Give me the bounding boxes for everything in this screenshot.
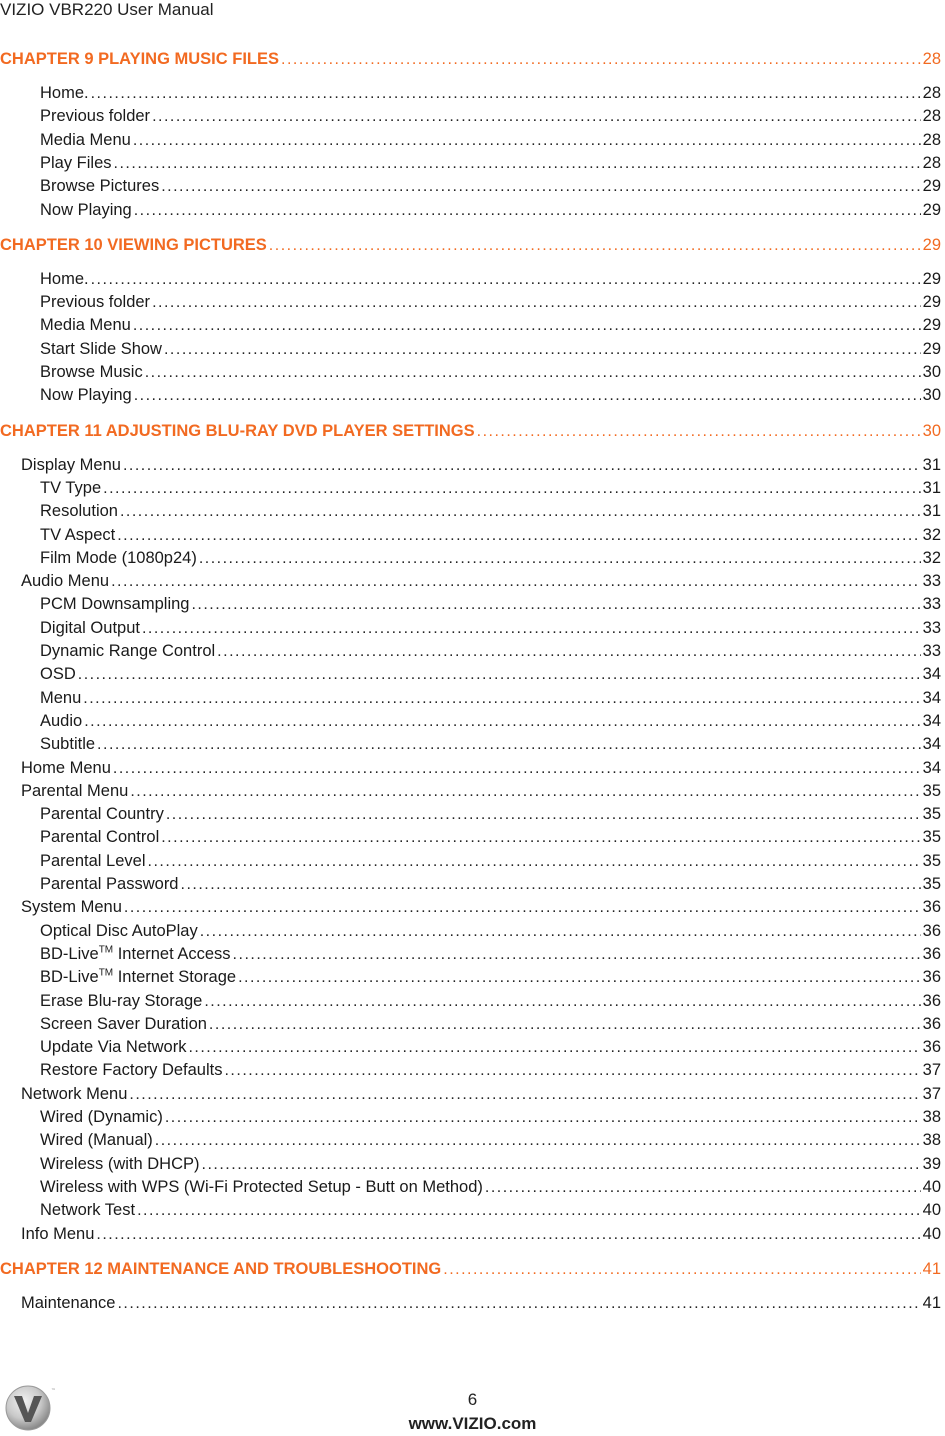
toc-entry-label: Parental Password bbox=[40, 875, 179, 893]
toc-leader-dots bbox=[485, 1177, 921, 1199]
toc-leader-dots bbox=[134, 200, 921, 222]
toc-page-number: 34 bbox=[922, 758, 941, 777]
toc-leader-dots bbox=[113, 758, 921, 780]
toc-page-number: 36 bbox=[922, 1014, 941, 1033]
toc-leader-dots bbox=[134, 385, 921, 407]
toc-leader-dots bbox=[124, 897, 921, 919]
toc-entry-label: Menu bbox=[40, 688, 82, 707]
toc-entry-label: Wireless with WPS (Wi-Fi Protected Setup - Butt on Method) bbox=[40, 1177, 483, 1196]
toc-page-number: 32 bbox=[922, 525, 941, 544]
toc-page-number: 30 bbox=[922, 363, 941, 381]
toc-entry-label: Maintenance bbox=[21, 1293, 116, 1312]
toc-page-number: 36 bbox=[922, 898, 941, 917]
toc-page-number: 28 bbox=[922, 153, 941, 172]
toc-entry-label: Home. bbox=[40, 269, 89, 288]
toc-leader-dots bbox=[238, 967, 921, 989]
toc-page-number: 29 bbox=[922, 316, 941, 335]
toc-entry[interactable] bbox=[40, 687, 941, 710]
toc-page-number: 37 bbox=[922, 1061, 941, 1080]
toc-entry-label: BD-Live™ Internet Storage bbox=[40, 967, 237, 987]
page-number: 6 bbox=[467, 1390, 478, 1409]
toc-entry-label: Parental Country bbox=[40, 805, 164, 824]
toc-entry[interactable] bbox=[21, 1083, 941, 1106]
toc-entry-label: Parental Menu bbox=[21, 781, 129, 800]
toc-leader-dots bbox=[204, 991, 920, 1013]
toc-entry-label: TV Type bbox=[40, 478, 102, 497]
toc-leader-dots bbox=[164, 339, 921, 361]
toc-entry-label: Restore Factory Defaults bbox=[40, 1061, 223, 1080]
toc-entry-label: Audio bbox=[40, 711, 83, 730]
toc-entry-label: Now Playing bbox=[40, 200, 132, 219]
toc-entry-label: System Menu bbox=[21, 898, 122, 917]
toc-entry[interactable] bbox=[40, 873, 941, 896]
toc-page-number: 30 bbox=[922, 386, 941, 405]
toc-leader-dots bbox=[148, 851, 921, 873]
toc-entry[interactable] bbox=[40, 361, 941, 384]
toc-entry[interactable] bbox=[40, 733, 941, 756]
toc-leader-dots bbox=[133, 130, 921, 152]
toc-page-number: 33 bbox=[922, 595, 941, 614]
toc-leader-dots bbox=[117, 1293, 920, 1315]
toc-page-number: 35 bbox=[922, 851, 941, 870]
toc-leader-dots bbox=[233, 944, 921, 966]
toc-entry-label: Update Via Network bbox=[40, 1038, 187, 1057]
toc-page-number: 34 bbox=[922, 688, 941, 707]
toc-entry-label: Display Menu bbox=[21, 455, 121, 474]
toc-entry[interactable] bbox=[40, 617, 941, 640]
toc-page-number: 28 bbox=[922, 107, 941, 126]
toc-entry[interactable] bbox=[40, 152, 941, 175]
toc-entry-label: Screen Saver Duration bbox=[40, 1014, 207, 1033]
toc-page-number: 37 bbox=[922, 1084, 941, 1103]
toc-page-number: 40 bbox=[922, 1224, 941, 1243]
toc-entry-label: Film Mode (1080p24) bbox=[40, 548, 197, 567]
toc-entry-label: Home Menu bbox=[21, 758, 111, 777]
toc-page-number: 29 bbox=[922, 293, 941, 312]
toc-leader-dots bbox=[155, 1130, 921, 1152]
toc-entry[interactable] bbox=[21, 454, 941, 477]
toc-leader-dots bbox=[142, 618, 921, 640]
toc-entry-label: Subtitle bbox=[40, 735, 96, 754]
toc-entry[interactable] bbox=[40, 524, 941, 547]
toc-page-number: 29 bbox=[922, 269, 941, 288]
toc-leader-dots bbox=[181, 874, 921, 896]
toc-page-number: 33 bbox=[922, 572, 941, 591]
toc-page-number: 36 bbox=[922, 1038, 941, 1057]
toc-leader-dots bbox=[281, 49, 921, 71]
toc-leader-dots bbox=[91, 83, 921, 105]
toc-page-number: 39 bbox=[922, 1154, 941, 1173]
toc-entry[interactable] bbox=[21, 1292, 941, 1315]
toc-chapter-entry[interactable] bbox=[0, 48, 941, 71]
toc-leader-dots bbox=[91, 269, 921, 291]
toc-page-number: 29 bbox=[922, 339, 941, 358]
toc-entry-label: Home. bbox=[40, 84, 89, 102]
toc-page-number: 34 bbox=[922, 711, 941, 730]
toc-entry[interactable] bbox=[21, 780, 941, 803]
toc-leader-dots bbox=[84, 711, 920, 733]
toc-entry-label: Start Slide Show bbox=[40, 339, 162, 358]
toc-page-number: 29 bbox=[922, 177, 941, 196]
toc-chapter-entry[interactable] bbox=[0, 234, 941, 257]
toc-leader-dots bbox=[165, 1107, 921, 1129]
toc-leader-dots bbox=[123, 455, 921, 477]
toc-entry-label: Info Menu bbox=[21, 1224, 95, 1243]
toc-leader-dots bbox=[200, 921, 921, 943]
toc-page-number: 34 bbox=[922, 735, 941, 754]
toc-entry-label: CHAPTER 12 MAINTENANCE AND TROUBLESHOOTING bbox=[0, 1259, 442, 1278]
toc-entry-label: Optical Disc AutoPlay bbox=[40, 921, 198, 940]
toc-entry-label: Resolution bbox=[40, 502, 118, 521]
toc-entry-label: Network Menu bbox=[21, 1084, 128, 1103]
toc-page-number: 34 bbox=[922, 665, 941, 684]
toc-page-number: 35 bbox=[922, 781, 941, 800]
toc-entry[interactable] bbox=[40, 1106, 941, 1129]
toc-page-number: 29 bbox=[922, 200, 941, 219]
svg-text:™: ™ bbox=[51, 1388, 56, 1394]
toc-entry[interactable] bbox=[21, 570, 941, 593]
toc-entry[interactable] bbox=[40, 1013, 941, 1036]
toc-page-number: 40 bbox=[922, 1177, 941, 1196]
toc-entry-label: Browse Music bbox=[40, 363, 143, 381]
toc-leader-dots bbox=[477, 421, 921, 443]
toc-leader-dots bbox=[97, 734, 921, 756]
toc-page-number: 38 bbox=[922, 1131, 941, 1150]
toc-page-number: 35 bbox=[922, 828, 941, 847]
toc-entry[interactable] bbox=[40, 82, 941, 105]
toc-entry-label: Browse Pictures bbox=[40, 177, 160, 196]
toc-page-number: 41 bbox=[922, 1293, 941, 1312]
toc-leader-dots bbox=[152, 292, 921, 314]
toc-entry[interactable] bbox=[40, 314, 941, 337]
toc-page-number: 35 bbox=[922, 805, 941, 824]
toc-entry[interactable] bbox=[40, 966, 941, 989]
toc-leader-dots bbox=[224, 1060, 920, 1082]
toc-entry-label: Previous folder bbox=[40, 293, 151, 312]
toc-entry[interactable] bbox=[40, 547, 941, 570]
toc-page-number: 29 bbox=[922, 235, 941, 254]
toc-entry-label: Play Files bbox=[40, 153, 112, 172]
toc-page-number: 30 bbox=[922, 421, 941, 440]
toc-leader-dots bbox=[161, 827, 920, 849]
toc-entry[interactable] bbox=[40, 593, 941, 616]
toc-entry[interactable] bbox=[40, 1059, 941, 1082]
toc-page-number: 32 bbox=[922, 548, 941, 567]
toc-entry[interactable] bbox=[21, 757, 941, 780]
toc-leader-dots bbox=[83, 688, 920, 710]
toc-entry-label: Wireless (with DHCP) bbox=[40, 1154, 200, 1173]
toc-entry-label: Media Menu bbox=[40, 316, 131, 335]
toc-page-number: 31 bbox=[922, 478, 941, 497]
toc-entry-label: CHAPTER 10 VIEWING PICTURES bbox=[0, 235, 267, 254]
toc-chapter-entry[interactable] bbox=[0, 1258, 941, 1281]
toc-entry-label: OSD bbox=[40, 665, 76, 684]
toc-leader-dots bbox=[188, 1037, 920, 1059]
toc-entry[interactable] bbox=[40, 920, 941, 943]
toc-entry[interactable] bbox=[40, 1176, 941, 1199]
toc-leader-dots bbox=[217, 641, 920, 663]
toc-entry-label: PCM Downsampling bbox=[40, 595, 190, 614]
toc-entry[interactable] bbox=[40, 1036, 941, 1059]
toc-entry-label: Wired (Manual) bbox=[40, 1131, 153, 1150]
toc-page-number: 35 bbox=[922, 875, 941, 893]
toc-entry[interactable] bbox=[40, 129, 941, 152]
toc-entry[interactable] bbox=[40, 268, 941, 291]
toc-leader-dots bbox=[96, 1224, 920, 1246]
toc-entry-label: Digital Output bbox=[40, 618, 140, 637]
toc-page-number: 36 bbox=[922, 944, 941, 963]
toc-entry-label: Network Test bbox=[40, 1201, 136, 1220]
toc-page-number: 33 bbox=[922, 618, 941, 637]
toc-leader-dots bbox=[111, 571, 921, 593]
toc-entry[interactable] bbox=[40, 826, 941, 849]
toc-page-number: 41 bbox=[922, 1259, 941, 1278]
toc-page-number: 31 bbox=[922, 502, 941, 521]
toc-leader-dots bbox=[443, 1259, 920, 1281]
toc-entry[interactable] bbox=[40, 1129, 941, 1152]
toc-page-number: 36 bbox=[922, 921, 941, 940]
toc-leader-dots bbox=[152, 106, 921, 128]
toc-leader-dots bbox=[78, 664, 921, 686]
toc-leader-dots bbox=[120, 501, 921, 523]
toc-leader-dots bbox=[202, 1154, 921, 1176]
toc-entry-label: Wired (Dynamic) bbox=[40, 1108, 163, 1126]
toc-page-number: 33 bbox=[922, 642, 941, 660]
toc-entry[interactable] bbox=[40, 943, 941, 966]
toc-entry[interactable] bbox=[40, 663, 941, 686]
toc-entry[interactable] bbox=[40, 384, 941, 407]
toc-entry[interactable] bbox=[40, 1153, 941, 1176]
toc-page-number: 36 bbox=[922, 991, 941, 1010]
toc-leader-dots bbox=[209, 1014, 921, 1036]
toc-entry[interactable] bbox=[40, 291, 941, 314]
toc-leader-dots bbox=[133, 315, 921, 337]
toc-entry-label: Audio Menu bbox=[21, 572, 110, 591]
toc-entry-label: Previous folder bbox=[40, 107, 151, 126]
toc-entry-label: Parental Control bbox=[40, 828, 160, 847]
toc-chapter-entry[interactable] bbox=[0, 420, 941, 443]
toc-entry[interactable] bbox=[21, 1223, 941, 1246]
toc-leader-dots bbox=[199, 548, 921, 570]
toc-entry-label: CHAPTER 11 ADJUSTING BLU-RAY DVD PLAYER SETTINGS bbox=[0, 421, 475, 440]
toc-page-number: 38 bbox=[922, 1108, 941, 1126]
toc-entry-label: Parental Level bbox=[40, 851, 146, 870]
toc-entry[interactable] bbox=[40, 850, 941, 873]
website-url: www.VIZIO.com bbox=[408, 1414, 537, 1433]
toc-entry-label: Dynamic Range Control bbox=[40, 642, 216, 660]
toc-entry-label: TV Aspect bbox=[40, 525, 116, 544]
toc-entry[interactable] bbox=[40, 338, 941, 361]
toc-leader-dots bbox=[191, 594, 920, 616]
toc-leader-dots bbox=[114, 153, 921, 175]
toc-leader-dots bbox=[117, 525, 920, 547]
toc-entry[interactable] bbox=[40, 199, 941, 222]
toc-entry-label: BD-Live™ Internet Access bbox=[40, 944, 231, 963]
toc-page-number: 28 bbox=[922, 130, 941, 149]
toc-entry-label: Erase Blu-ray Storage bbox=[40, 991, 203, 1010]
toc-leader-dots bbox=[130, 781, 920, 803]
toc-page-number: 31 bbox=[922, 455, 941, 474]
toc-leader-dots bbox=[269, 235, 921, 257]
toc-page-number: 28 bbox=[922, 84, 941, 102]
toc-leader-dots bbox=[145, 362, 921, 384]
toc-entry[interactable] bbox=[40, 710, 941, 733]
toc-entry[interactable] bbox=[40, 500, 941, 523]
toc-entry[interactable] bbox=[40, 640, 941, 663]
toc-leader-dots bbox=[103, 478, 920, 500]
toc-entry[interactable] bbox=[40, 175, 941, 198]
toc-entry-label: Media Menu bbox=[40, 130, 131, 149]
toc-entry-label: CHAPTER 9 PLAYING MUSIC FILES bbox=[0, 50, 280, 68]
toc-entry[interactable] bbox=[40, 1199, 941, 1222]
toc-leader-dots bbox=[166, 804, 921, 826]
toc-entry[interactable] bbox=[40, 803, 941, 826]
toc-leader-dots bbox=[129, 1084, 920, 1106]
document-header: VIZIO VBR220 User Manual bbox=[0, 0, 214, 19]
toc-page-number: 40 bbox=[922, 1201, 941, 1220]
toc-entry[interactable] bbox=[40, 990, 941, 1013]
toc-entry[interactable] bbox=[21, 896, 941, 919]
toc-leader-dots bbox=[137, 1200, 921, 1222]
toc-leader-dots bbox=[161, 176, 920, 198]
toc-page-number: 36 bbox=[922, 968, 941, 987]
toc-entry[interactable] bbox=[40, 477, 941, 500]
toc-entry-label: Now Playing bbox=[40, 386, 132, 405]
toc-entry[interactable] bbox=[40, 105, 941, 128]
toc-page-number: 28 bbox=[922, 50, 941, 68]
